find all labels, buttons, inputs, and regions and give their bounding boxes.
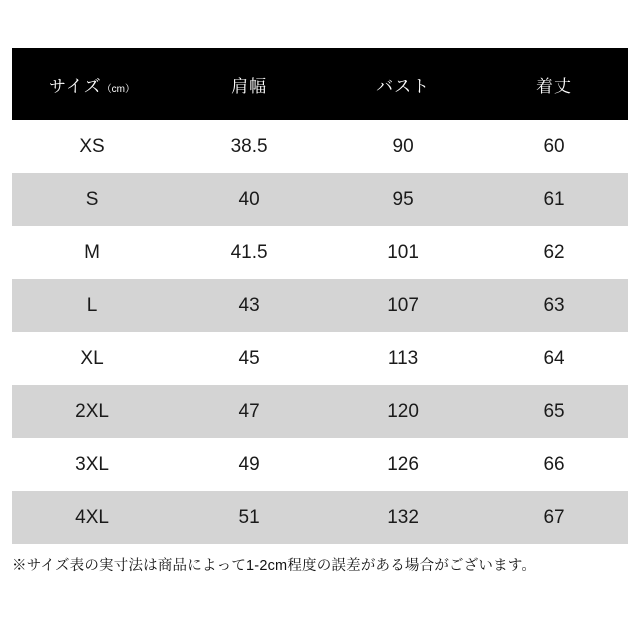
column-header-size-label: サイズ: [49, 76, 102, 96]
cell-size: 4XL: [75, 506, 109, 528]
table-row: [12, 173, 628, 226]
cell-size: S: [85, 188, 99, 210]
cell-size: XS: [79, 135, 105, 157]
cell-length: 62: [543, 241, 565, 263]
cell-length: 60: [543, 135, 565, 157]
table-row: [12, 279, 628, 332]
cell-bust: 107: [387, 294, 419, 316]
table-header-row: [12, 48, 628, 120]
cell-bust: 132: [387, 506, 419, 528]
table-header: [12, 48, 628, 120]
column-header-size-unit: （cm）: [101, 83, 136, 95]
cell-size: L: [86, 294, 98, 316]
column-header-shoulder: 肩幅: [231, 76, 268, 96]
column-header-length: 着丈: [536, 76, 573, 96]
cell-shoulder: 51: [238, 506, 260, 528]
cell-size: 3XL: [75, 453, 109, 475]
cell-shoulder: 47: [238, 400, 260, 422]
cell-length: 65: [543, 400, 565, 422]
cell-bust: 95: [392, 188, 414, 210]
cell-size: M: [84, 241, 100, 263]
column-header-size: [12, 48, 172, 120]
cell-shoulder: 49: [238, 453, 260, 475]
cell-shoulder: 43: [238, 294, 260, 316]
table-row: [12, 438, 628, 491]
cell-size: 2XL: [75, 400, 109, 422]
cell-bust: 90: [392, 135, 414, 157]
cell-shoulder: 38.5: [230, 135, 268, 157]
cell-bust: 113: [387, 347, 419, 369]
cell-length: 67: [543, 506, 565, 528]
column-header-bust: バスト: [376, 76, 431, 96]
table-row: [12, 226, 628, 279]
cell-length: 61: [543, 188, 565, 210]
table-row: [12, 120, 628, 173]
cell-shoulder: 40: [238, 188, 260, 210]
cell-shoulder: 41.5: [230, 241, 268, 263]
cell-shoulder: 45: [238, 347, 260, 369]
size-chart-table-wrapper: [12, 48, 628, 544]
table-body: [12, 120, 628, 544]
cell-bust: 126: [387, 453, 419, 475]
table-row: [12, 332, 628, 385]
cell-length: 63: [543, 294, 565, 316]
cell-bust: 101: [387, 241, 419, 263]
table-row: [12, 385, 628, 438]
cell-length: 64: [543, 347, 565, 369]
cell-length: 66: [543, 453, 565, 475]
table-row: [12, 491, 628, 544]
size-chart-table: [12, 48, 628, 544]
cell-size: XL: [80, 347, 104, 369]
size-chart-note: ※サイズ表の実寸法は商品によって1-2cm程度の誤差がある場合がございます。: [12, 558, 537, 574]
cell-bust: 120: [387, 400, 419, 422]
